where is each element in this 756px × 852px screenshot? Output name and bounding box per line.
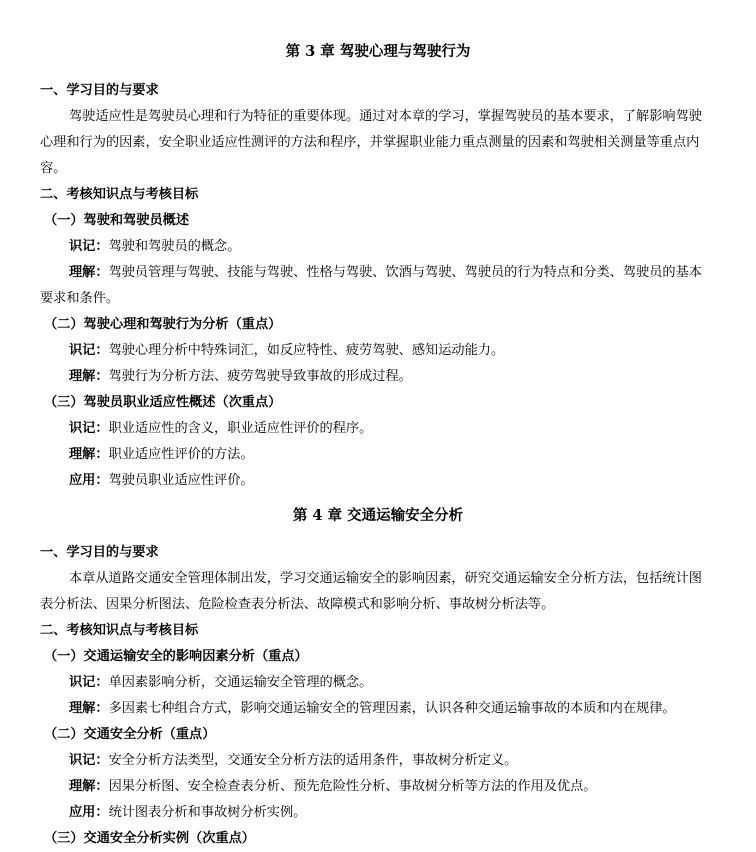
understand-label: 理解： [69,701,109,716]
memorize-label: 识记： [69,421,109,436]
chapter-3-title: 第 3 章 驾驶心理与驾驶行为 [285,43,471,60]
ch4-section-2-heading: 二、考核知识点与考核目标 [40,623,199,638]
ch3-sub-1-understand [69,260,746,286]
ch3-sub-3-understand [69,442,746,468]
memorize-text: 职业适应性的含义，职业适应性评价的程序。 [108,421,373,436]
ch4-sub-1-heading: （一）交通运输安全的影响因素分析（重点） [44,649,308,664]
memorize-text: 驾驶和驾驶员的概念。 [108,239,241,254]
understand-text: 驾驶员管理与驾驶、技能与驾驶、性格与驾驶、饮酒与驾驶、驾驶员的行为特点和分类、驾驶员的基本 [108,265,702,280]
memorize-label: 识记： [69,753,109,768]
understand-text: 职业适应性评价的方法。 [108,447,254,462]
ch3-sub-2-understand [69,364,746,390]
ch4-sub-2-apply [69,800,746,826]
understand-text: 因果分析图、安全检查表分析、预先危险性分析、事故树分析等方法的作用及优点。 [108,779,597,794]
ch3-sub-2-memorize [69,338,746,364]
apply-label: 应用： [69,473,109,488]
understand-text: 驾驶行为分析方法、疲劳驾驶导致事故的形成过程。 [108,369,412,384]
memorize-label: 识记： [69,343,109,358]
understand-label: 理解： [69,369,109,384]
understand-label: 理解： [69,779,109,794]
ch4-sub-1-understand [69,696,746,722]
ch3-section-1-paragraph-line-1: 驾驶适应性是驾驶员心理和行为特征的重要体现。通过对本章的学习，掌握驾驶员的基本要求，了解影响驾驶 [69,109,702,124]
ch4-section-1-paragraph-line-2: 表分析法、因果分析图法、危险检查表分析法、故障模式和影响分析、事故树分析法等。 [40,597,555,612]
memorize-text: 单因素影响分析，交通运输安全管理的概念。 [108,675,373,690]
chapter-4-title: 第 4 章 交通运输安全分析 [292,507,464,524]
ch3-sub-3-apply [69,468,746,494]
understand-label: 理解： [69,447,109,462]
memorize-label: 识记： [69,239,109,254]
ch3-section-1-paragraph-line-3: 容。 [40,161,67,176]
ch3-sub-1-memorize [69,234,746,260]
understand-label: 理解： [69,265,109,280]
ch3-sub-1-heading: （一）驾驶和驾驶员概述 [44,213,190,228]
understand-text: 多因素七种组合方式，影响交通运输安全的管理因素，认识各种交通运输事故的本质和内在规律。 [108,701,676,716]
ch4-sub-3-heading: （三）交通安全分析实例（次重点） [44,831,255,846]
ch3-sub-1-understand-continued: 要求和条件。 [40,291,120,306]
ch3-section-1-heading: 一、学习目的与要求 [40,83,159,98]
memorize-label: 识记： [69,675,109,690]
ch3-sub-2-heading: （二）驾驶心理和驾驶行为分析（重点） [44,317,282,332]
ch4-sub-2-heading: （二）交通安全分析（重点） [44,727,216,742]
memorize-text: 驾驶心理分析中特殊词汇，如反应特性、疲劳驾驶、感知运动能力。 [108,343,505,358]
apply-text: 驾驶员职业适应性评价。 [108,473,254,488]
ch3-section-2-heading: 二、考核知识点与考核目标 [40,187,199,202]
ch4-section-1-paragraph-line-1: 本章从道路交通安全管理体制出发，学习交通运输安全的影响因素，研究交通运输安全分析方法，包括统计图 [69,571,702,586]
apply-text: 统计图表分析和事故树分析实例。 [108,805,307,820]
ch4-section-1-heading: 一、学习目的与要求 [40,545,159,560]
ch3-sub-3-memorize [69,416,746,442]
ch3-section-1-paragraph-line-2: 心理和行为的因素，安全职业适应性测评的方法和程序，并掌握职业能力重点测量的因素和驾驶相关测量等重点内 [40,135,700,150]
apply-label: 应用： [69,805,109,820]
ch4-sub-2-understand [69,774,746,800]
ch4-sub-2-memorize [69,748,746,774]
ch4-sub-1-memorize [69,670,746,696]
ch3-sub-3-heading: （三）驾驶员职业适应性概述（次重点） [44,395,282,410]
memorize-text: 安全分析方法类型，交通安全分析方法的适用条件，事故树分析定义。 [108,753,518,768]
